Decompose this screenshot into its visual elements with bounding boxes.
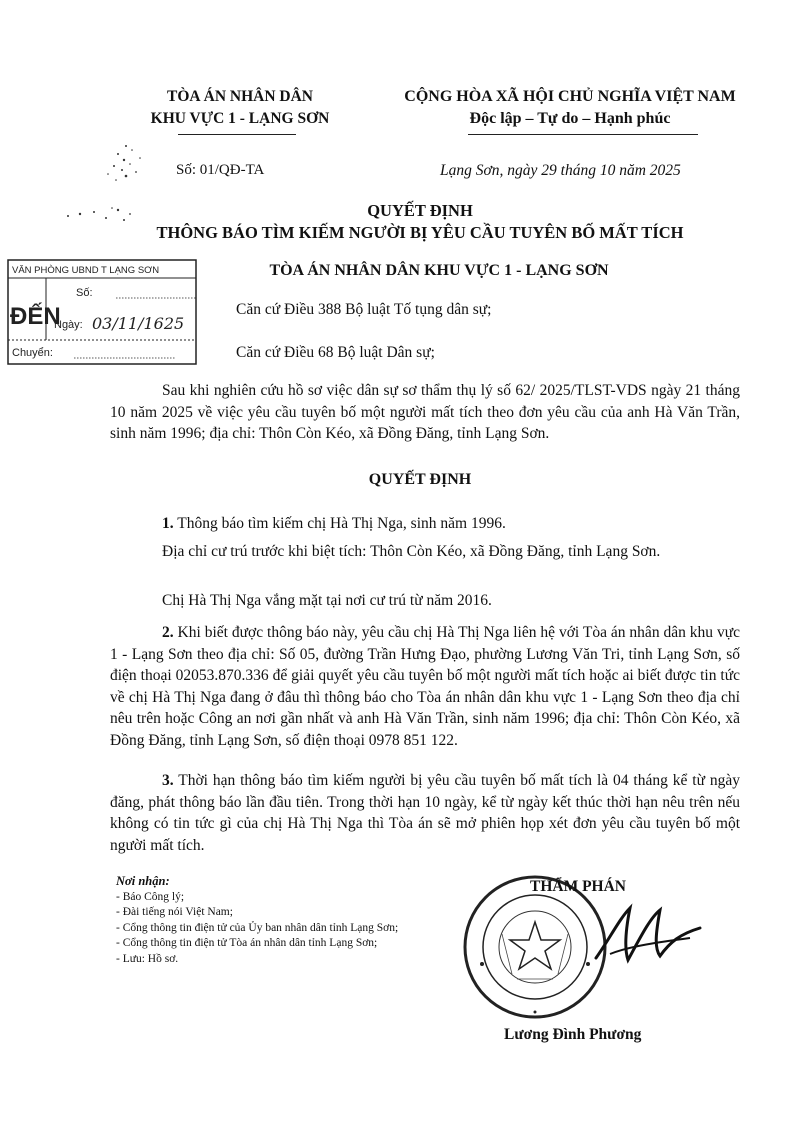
stamp-den: ĐẾN — [10, 303, 61, 330]
stamp-ngay-value: 03/11/1625 — [92, 314, 185, 333]
item-3-text: Thời hạn thông báo tìm kiếm người bị yêu cầu tuyên bố mất tích là 04 tháng kể từ ngày đăng, phát thông báo lần đầu tiên. Trong thời hạn 10 ngày, kể từ ngày kết thúc thời hạn nêu trên nếu không có tin tức gì của chị Hà Thị Nga thì Tòa án sẽ mở phiên họp xét đơn yêu cầu tuyên bố một người mất tích. — [110, 772, 740, 854]
decision-title: QUYẾT ĐỊNH — [367, 201, 473, 220]
item-2 — [110, 622, 740, 751]
item-1-absent: Chị Hà Thị Nga vắng mặt tại nơi cư trú từ năm 2016. — [162, 592, 492, 609]
court-name-line1: TÒA ÁN NHÂN DÂN — [167, 88, 313, 105]
received-stamp — [6, 258, 200, 368]
stamp-so-label: Số: — [76, 287, 93, 299]
judge-name: Lương Đình Phương — [504, 1026, 642, 1043]
stamp-chuyen-label: Chuyển: — [12, 347, 53, 359]
recipient-item: - Cổng thông tin điện tử của Ủy ban nhân dân tỉnh Lạng Sơn; — [116, 921, 399, 934]
item-2-text: Khi biết được thông báo này, yêu cầu chị Hà Thị Nga liên hệ với Tòa án nhân dân khu vực 1 - Lạng Sơn theo địa chỉ: Số 05, đường Trần Hưng Đạo, phường Lương Văn Tri, tỉnh Lạng Sơn, số điện thoại 02053.870.336 để giải quyết yêu cầu tuyên bố một người mất tích hoặc ai biết được tin tức về chị Hà Thị Nga đang ở đâu thì thông báo cho Tòa án nhân dân khu vực 1 - Lạng Sơn theo địa chỉ nêu trên hoặc Công an nơi gần nhất và anh Hà Văn Trần, sinh năm 1996; địa chỉ: Thôn Còn Kéo, xã Đồng Đăng, tỉnh Lạng Sơn, số điện thoại 0978 851 122. — [110, 624, 740, 749]
country-name: CỘNG HÒA XÃ HỘI CHỦ NGHĨA VIỆT NAM — [404, 88, 736, 105]
issuing-court: TÒA ÁN NHÂN DÂN KHU VỰC 1 - LẠNG SƠN — [269, 262, 609, 279]
recipient-item: - Báo Công lý; — [116, 890, 185, 903]
court-name-line2: KHU VỰC 1 - LẠNG SƠN — [150, 110, 330, 127]
item-2-number: 2. — [162, 624, 174, 641]
stamp-ngay-label: Ngày: — [54, 319, 83, 331]
judge-title: THẨM PHÁN — [530, 878, 627, 895]
recipient-item: - Đài tiếng nói Việt Nam; — [116, 906, 233, 918]
legal-basis-2: Căn cứ Điều 68 Bộ luật Dân sự; — [236, 344, 435, 361]
recipients-heading: Nơi nhận: — [116, 874, 170, 888]
motto: Độc lập – Tự do – Hạnh phúc — [469, 110, 671, 127]
document-number: Số: 01/QĐ-TA — [176, 162, 265, 178]
item-3-number: 3. — [162, 772, 174, 789]
item-3 — [110, 770, 740, 856]
item-1-number: 1. — [162, 515, 174, 532]
item-1 — [162, 513, 506, 535]
item-1-address: Địa chỉ cư trú trước khi biệt tích: Thôn Còn Kéo, xã Đồng Đăng, tỉnh Lạng Sơn. — [162, 543, 661, 560]
intro-paragraph: Sau khi nghiên cứu hồ sơ việc dân sự sơ thẩm thụ lý số 62/ 2025/TLST-VDS ngày 21 tháng 10 năm 2025 về việc yêu cầu tuyên bố một người mất tích theo đơn yêu cầu của anh Hà Văn Trần, sinh năm 1996; địa chỉ: Thôn Còn Kéo, xã Đồng Đăng, tỉnh Lạng Sơn. — [110, 382, 740, 442]
item-1-text: Thông báo tìm kiếm chị Hà Thị Nga, sinh năm 1996. — [173, 515, 506, 532]
motto-underline — [468, 134, 698, 135]
court-header-underline — [178, 134, 296, 135]
received-stamp-frame — [6, 258, 200, 368]
decision-heading: QUYẾT ĐỊNH — [368, 471, 472, 488]
recipient-item: - Lưu: Hồ sơ. — [116, 952, 179, 965]
recipient-item: - Cổng thông tin điện tử Tòa án nhân dân tỉnh Lạng Sơn; — [116, 937, 378, 949]
national-header — [378, 86, 762, 130]
recipients-block — [116, 874, 406, 967]
scan-noise — [96, 136, 156, 196]
place-date: Lạng Sơn, ngày 29 tháng 10 năm 2025 — [440, 162, 681, 179]
stamp-office: VĂN PHÒNG UBND T LẠNG SƠN — [12, 265, 160, 276]
legal-basis-1: Căn cứ Điều 388 Bộ luật Tố tụng dân sự; — [236, 301, 492, 318]
signature-icon — [590, 898, 710, 978]
court-header — [100, 86, 380, 130]
decision-subtitle: THÔNG BÁO TÌM KIẾM NGƯỜI BỊ YÊU CẦU TUYÊN BỐ MẤT TÍCH — [156, 223, 684, 242]
